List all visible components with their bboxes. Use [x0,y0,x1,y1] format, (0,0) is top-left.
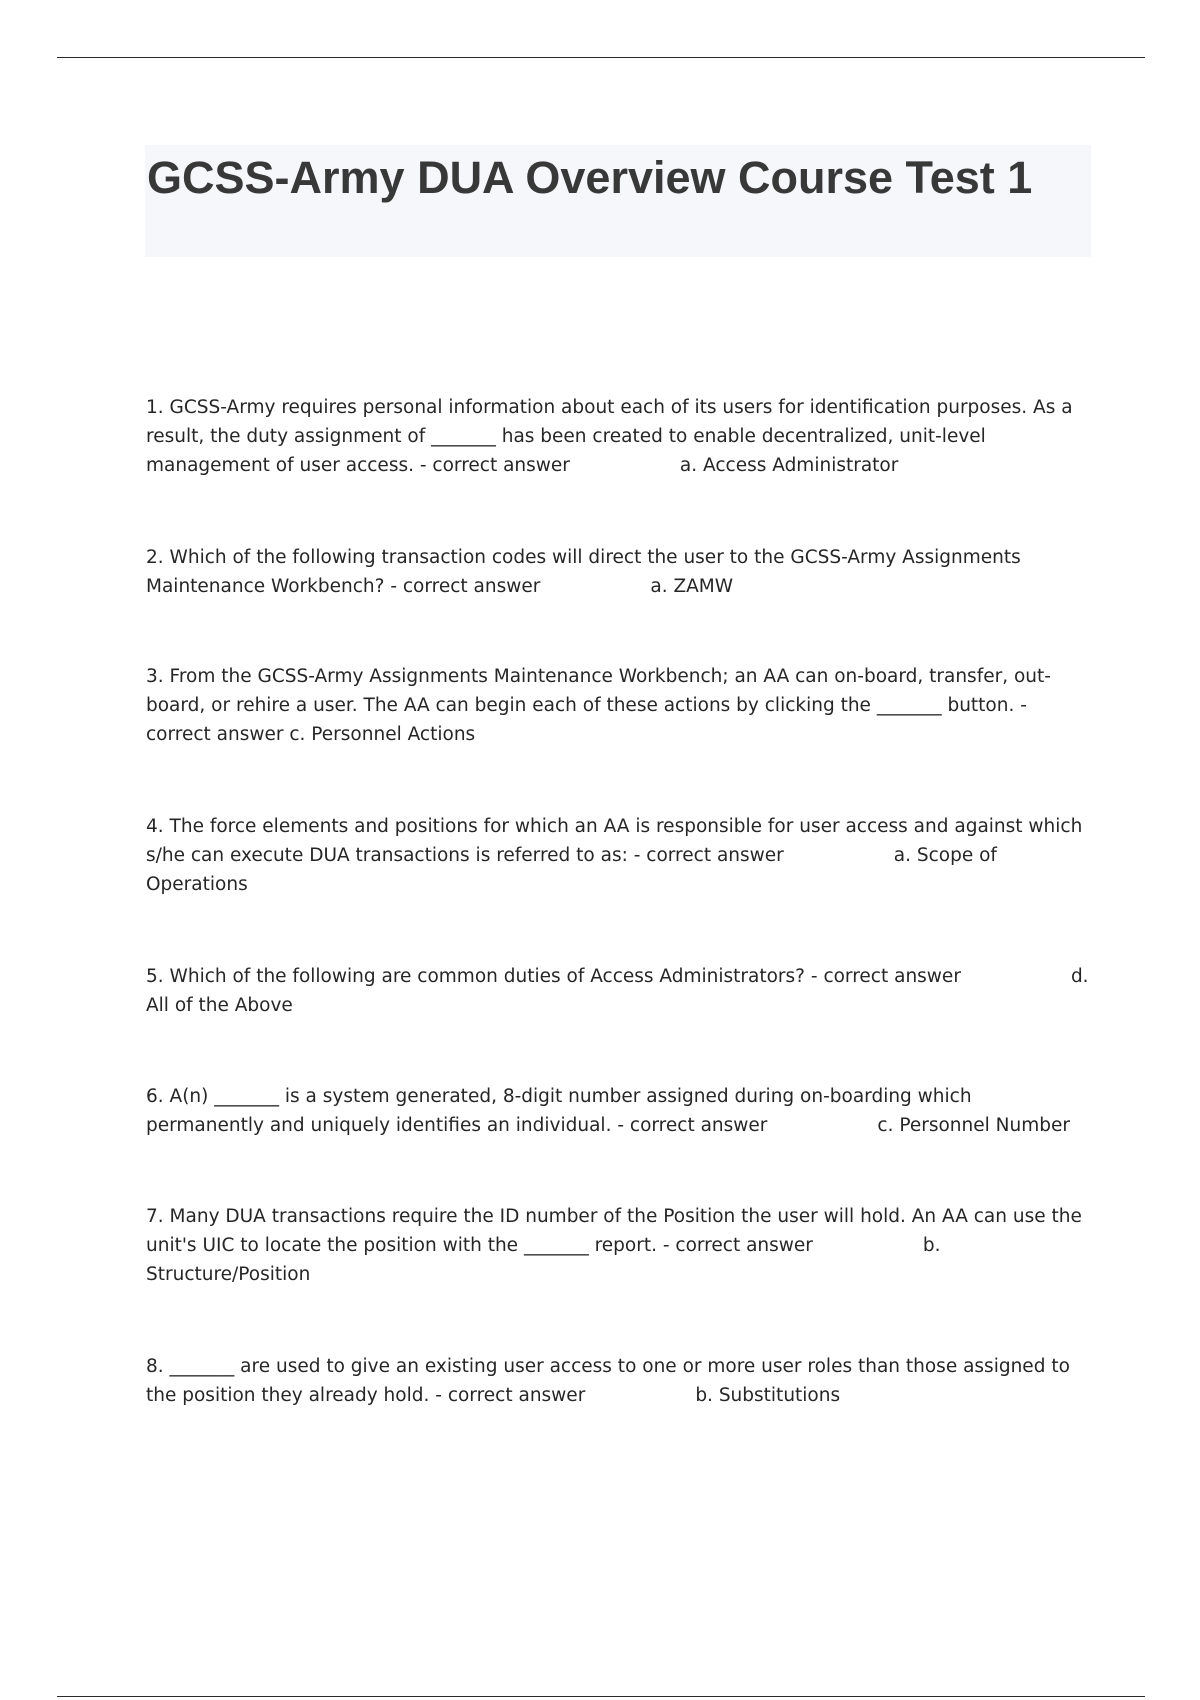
question-text: From the GCSS-Army Assignments Maintenance Workbench; an AA can on-board, transfer, out-board, or rehire a user. The AA can begin each of these actions by clicking the _______ button. [146,666,1051,716]
bottom-rule [57,1696,1145,1697]
question-number: 6. [146,1086,164,1107]
title-block [145,145,1091,257]
question-item [146,1082,1091,1140]
question-answer: a. ZAMW [650,576,734,597]
question-text: _______ are used to give an existing user access to one or more user roles than those assigned to the position they already hold. [146,1356,1070,1406]
answer-separator: - correct answer [617,1115,768,1136]
question-number: 7. [146,1206,164,1227]
question-text: GCSS-Army requires personal information about each of its users for identification purposes. As a result, the duty assignment of _______ has been created to enable decentralized, unit-level management of user access. [146,397,1073,476]
question-item [146,1202,1091,1289]
question-answer: c. Personnel Actions [289,724,476,745]
answer-separator: - correct answer [662,1235,813,1256]
question-item [146,1352,1091,1410]
question-text: Many DUA transactions require the ID number of the Position the user will hold. An AA can use the unit's UIC to locate the position with the _______ report. [146,1206,1082,1256]
question-number: 1. [146,397,164,418]
question-answer: a. Access Administrator [679,455,899,476]
question-answer: c. Personnel Number [877,1115,1070,1136]
answer-separator: - correct answer [810,966,961,987]
question-item [146,812,1091,899]
question-number: 8. [146,1356,164,1377]
answer-separator: - correct answer [633,845,784,866]
question-answer: d. All of the Above [146,966,1089,1016]
question-text: A(n) _______ is a system generated, 8-digit number assigned during on-boarding which permanently and uniquely identifies an individual. [146,1086,972,1136]
question-item [146,543,1091,601]
question-text: The force elements and positions for which an AA is responsible for user access and against which s/he can execute DUA transactions is referred to as: [146,816,1083,866]
question-number: 4. [146,816,164,837]
question-number: 2. [146,547,164,568]
question-answer: b. Structure/Position [146,1235,941,1285]
question-text: Which of the following transaction codes will direct the user to the GCSS-Army Assignments Maintenance Workbench? [146,547,1021,597]
page-title: GCSS-Army DUA Overview Course Test 1 [147,152,1033,203]
answer-separator: - correct answer [390,576,541,597]
question-answer: a. Scope of Operations [146,845,997,895]
question-item [146,393,1091,480]
top-rule [57,57,1145,58]
answer-separator: - correct answer [419,455,570,476]
answer-separator: - correct answer [146,695,1027,745]
question-item [146,662,1091,749]
question-number: 3. [146,666,164,687]
question-item [146,962,1091,1020]
question-text: Which of the following are common duties of Access Administrators? [169,966,805,987]
question-number: 5. [146,966,164,987]
answer-separator: - correct answer [435,1385,586,1406]
question-answer: b. Substitutions [695,1385,841,1406]
